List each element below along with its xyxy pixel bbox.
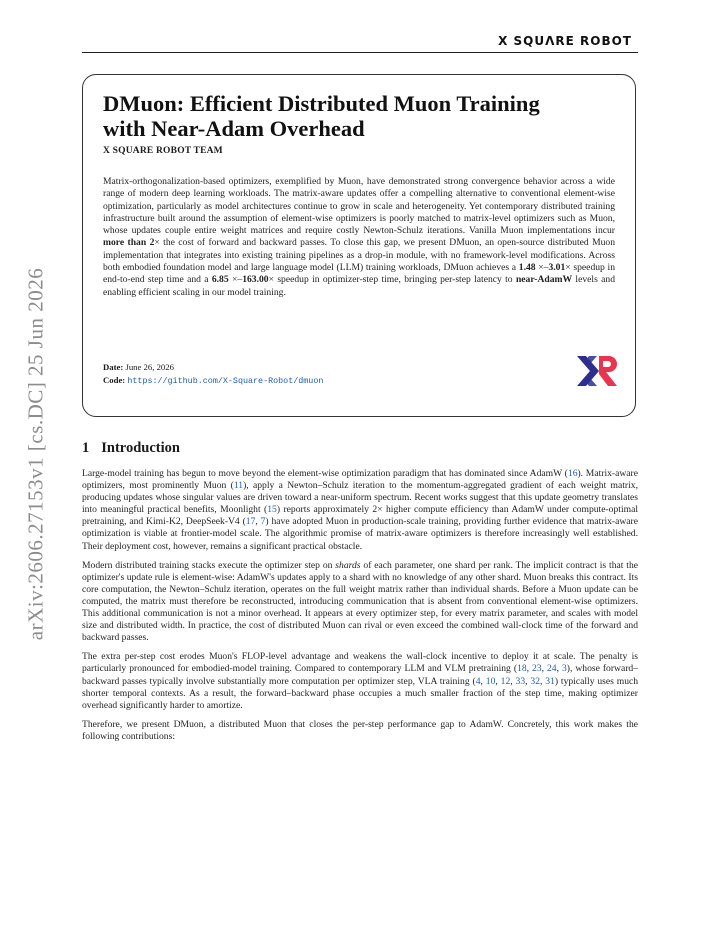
citation[interactable]: 4 xyxy=(475,675,481,687)
code-line: Code: https://github.com/X-Square-Robot/dmuon xyxy=(103,375,324,386)
intro-paragraph-2: Modern distributed training stacks execute the optimizer step on shards of each parameter, one shard per rank. The implicit contract is that the optimizer's update rule is element-wise: AdamW's updates apply to a shard with no knowledge of any other shard. Muon breaks this contract. Its core computation, the Newton–Schulz iteration, operates on the full weight matrix rather than individual shards. Before a Muon update can be computed, the matrix must therefore be reconstructed, introducing communication that is absent from conventional element-wise optimizers. This additional communication is not a minor overhead. It appears at every optimizer step, for every matrix parameter, and scales with model size and distributed width. In practice, the cost of distributed Muon can rival or even exceed the combined wall-clock time of the forward and backward passes. xyxy=(82,559,639,644)
citation[interactable]: 7 xyxy=(260,516,266,528)
title-line-2: with Near-Adam Overhead xyxy=(103,116,365,141)
paper-meta xyxy=(103,361,323,388)
author-team: X SQUARE ROBOT TEAM xyxy=(103,146,223,156)
citation[interactable]: 23 xyxy=(532,663,542,675)
citation[interactable]: 24 xyxy=(546,663,557,675)
section-heading: 1 Introduction xyxy=(82,440,180,456)
arxiv-stamp: arXiv:2606.27153v1 [cs.DC] 25 Jun 2026 xyxy=(23,267,48,641)
title-line-1: DMuon: Efficient Distributed Muon Training xyxy=(103,91,540,116)
abstract-text: Matrix-orthogonalization-based optimizers, exemplified by Muon, have demonstrated strong convergence behavior across a wide range of modern deep learning workloads. The matrix-aware updates offer a compelling alternative to conventional element-wise optimization, particularly as model architectures continue to grow in scale and heterogeneity. Yet contemporary distributed training infrastructure built around the assumption of element-wise optimizers is poorly matched to matrix-level optimizers such as Muon, whose updates couple entire weight matrices and require costly Newton-Schulz iterations. Vanilla Muon implementations incur more than 2× the cost of forward and backward passes. To close this gap, we present DMuon, an open-source distributed Muon implementation that integrates into existing training pipelines as a drop-in module, with no framework-level modifications. Across both embodied foundation model and large language model (LLM) training workloads, DMuon achieves a 1.48 ×–3.01× speedup in end-to-end step time and a 6.85 ×–163.00× speedup in optimizer-step time, bringing per-step latency to near-AdamW levels and enabling efficient scaling in our model training. xyxy=(103,176,616,298)
code-link[interactable]: https://github.com/X-Square-Robot/dmuon xyxy=(127,376,324,386)
citation[interactable]: 10 xyxy=(485,675,496,687)
citation[interactable]: 15 xyxy=(267,504,277,516)
brand-header: X SQUΛRE ROBOT xyxy=(498,34,632,48)
citation[interactable]: 31 xyxy=(545,675,555,687)
date-value: June 26, 2026 xyxy=(125,362,174,372)
date-line: Date: June 26, 2026 xyxy=(103,362,174,372)
abstract-box xyxy=(82,74,636,417)
xr-logo-icon xyxy=(575,354,619,388)
citation[interactable]: 12 xyxy=(500,675,511,687)
intro-paragraph-3: The extra per-step cost erodes Muon's FLOP-level advantage and weakens the wall-clock incentive to deploy it at scale. The penalty is particularly pronounced for embodied-model training. Compared to contemporary LLM and VLM pretraining (18, 23, 24, 3), whose forward–backward passes typically involve substantially more computation per optimizer step, VLA training (4, 10, 12, 33, 32, 31) typically uses much shorter temporal contexts. As a result, the forward–backward phase occupies a much smaller fraction of the step time, making optimizer overhead significantly harder to amortize. xyxy=(82,651,639,711)
citation[interactable]: 33 xyxy=(515,675,526,687)
intro-paragraph-4: Therefore, we present DMuon, a distributed Muon that closes the per-step performance gap to AdamW. Concretely, this work makes the following contributions: xyxy=(82,718,638,742)
citation[interactable]: 16 xyxy=(567,468,578,479)
citation[interactable]: 3 xyxy=(561,663,567,675)
citation[interactable]: 18 xyxy=(517,663,527,675)
citation[interactable]: 11 xyxy=(233,480,244,492)
paper-title xyxy=(103,91,615,141)
citation[interactable]: 17 xyxy=(245,516,256,528)
header-divider xyxy=(82,52,638,53)
citation[interactable]: 32 xyxy=(530,675,540,687)
intro-paragraph-1: Large-model training has begun to move beyond the element-wise optimization paradigm that has dominated since AdamW (16). Matrix-aware optimizers, most prominently Muon (11), apply a Newton–Schulz iteration to the momentum-aggregated gradient of each weight matrix, producing updates whose singular values are driven toward a near-uniform spectrum. Recent works suggest that this update geometry translates into meaningful practical benefits, Moonlight (15) reports approximately 2× higher compute efficiency than AdamW under compute-optimal pretraining, and Kimi-K2, DeepSeek-V4 (17, 7) have adopted Muon in production-scale training, providing further evidence that matrix-aware optimization is viable at frontier-model scale. The algorithmic promise of matrix-aware optimizers is therefore increasingly well established. Their deployment cost, however, remains a significant practical obstacle. xyxy=(82,468,638,552)
introduction-section xyxy=(82,440,638,750)
